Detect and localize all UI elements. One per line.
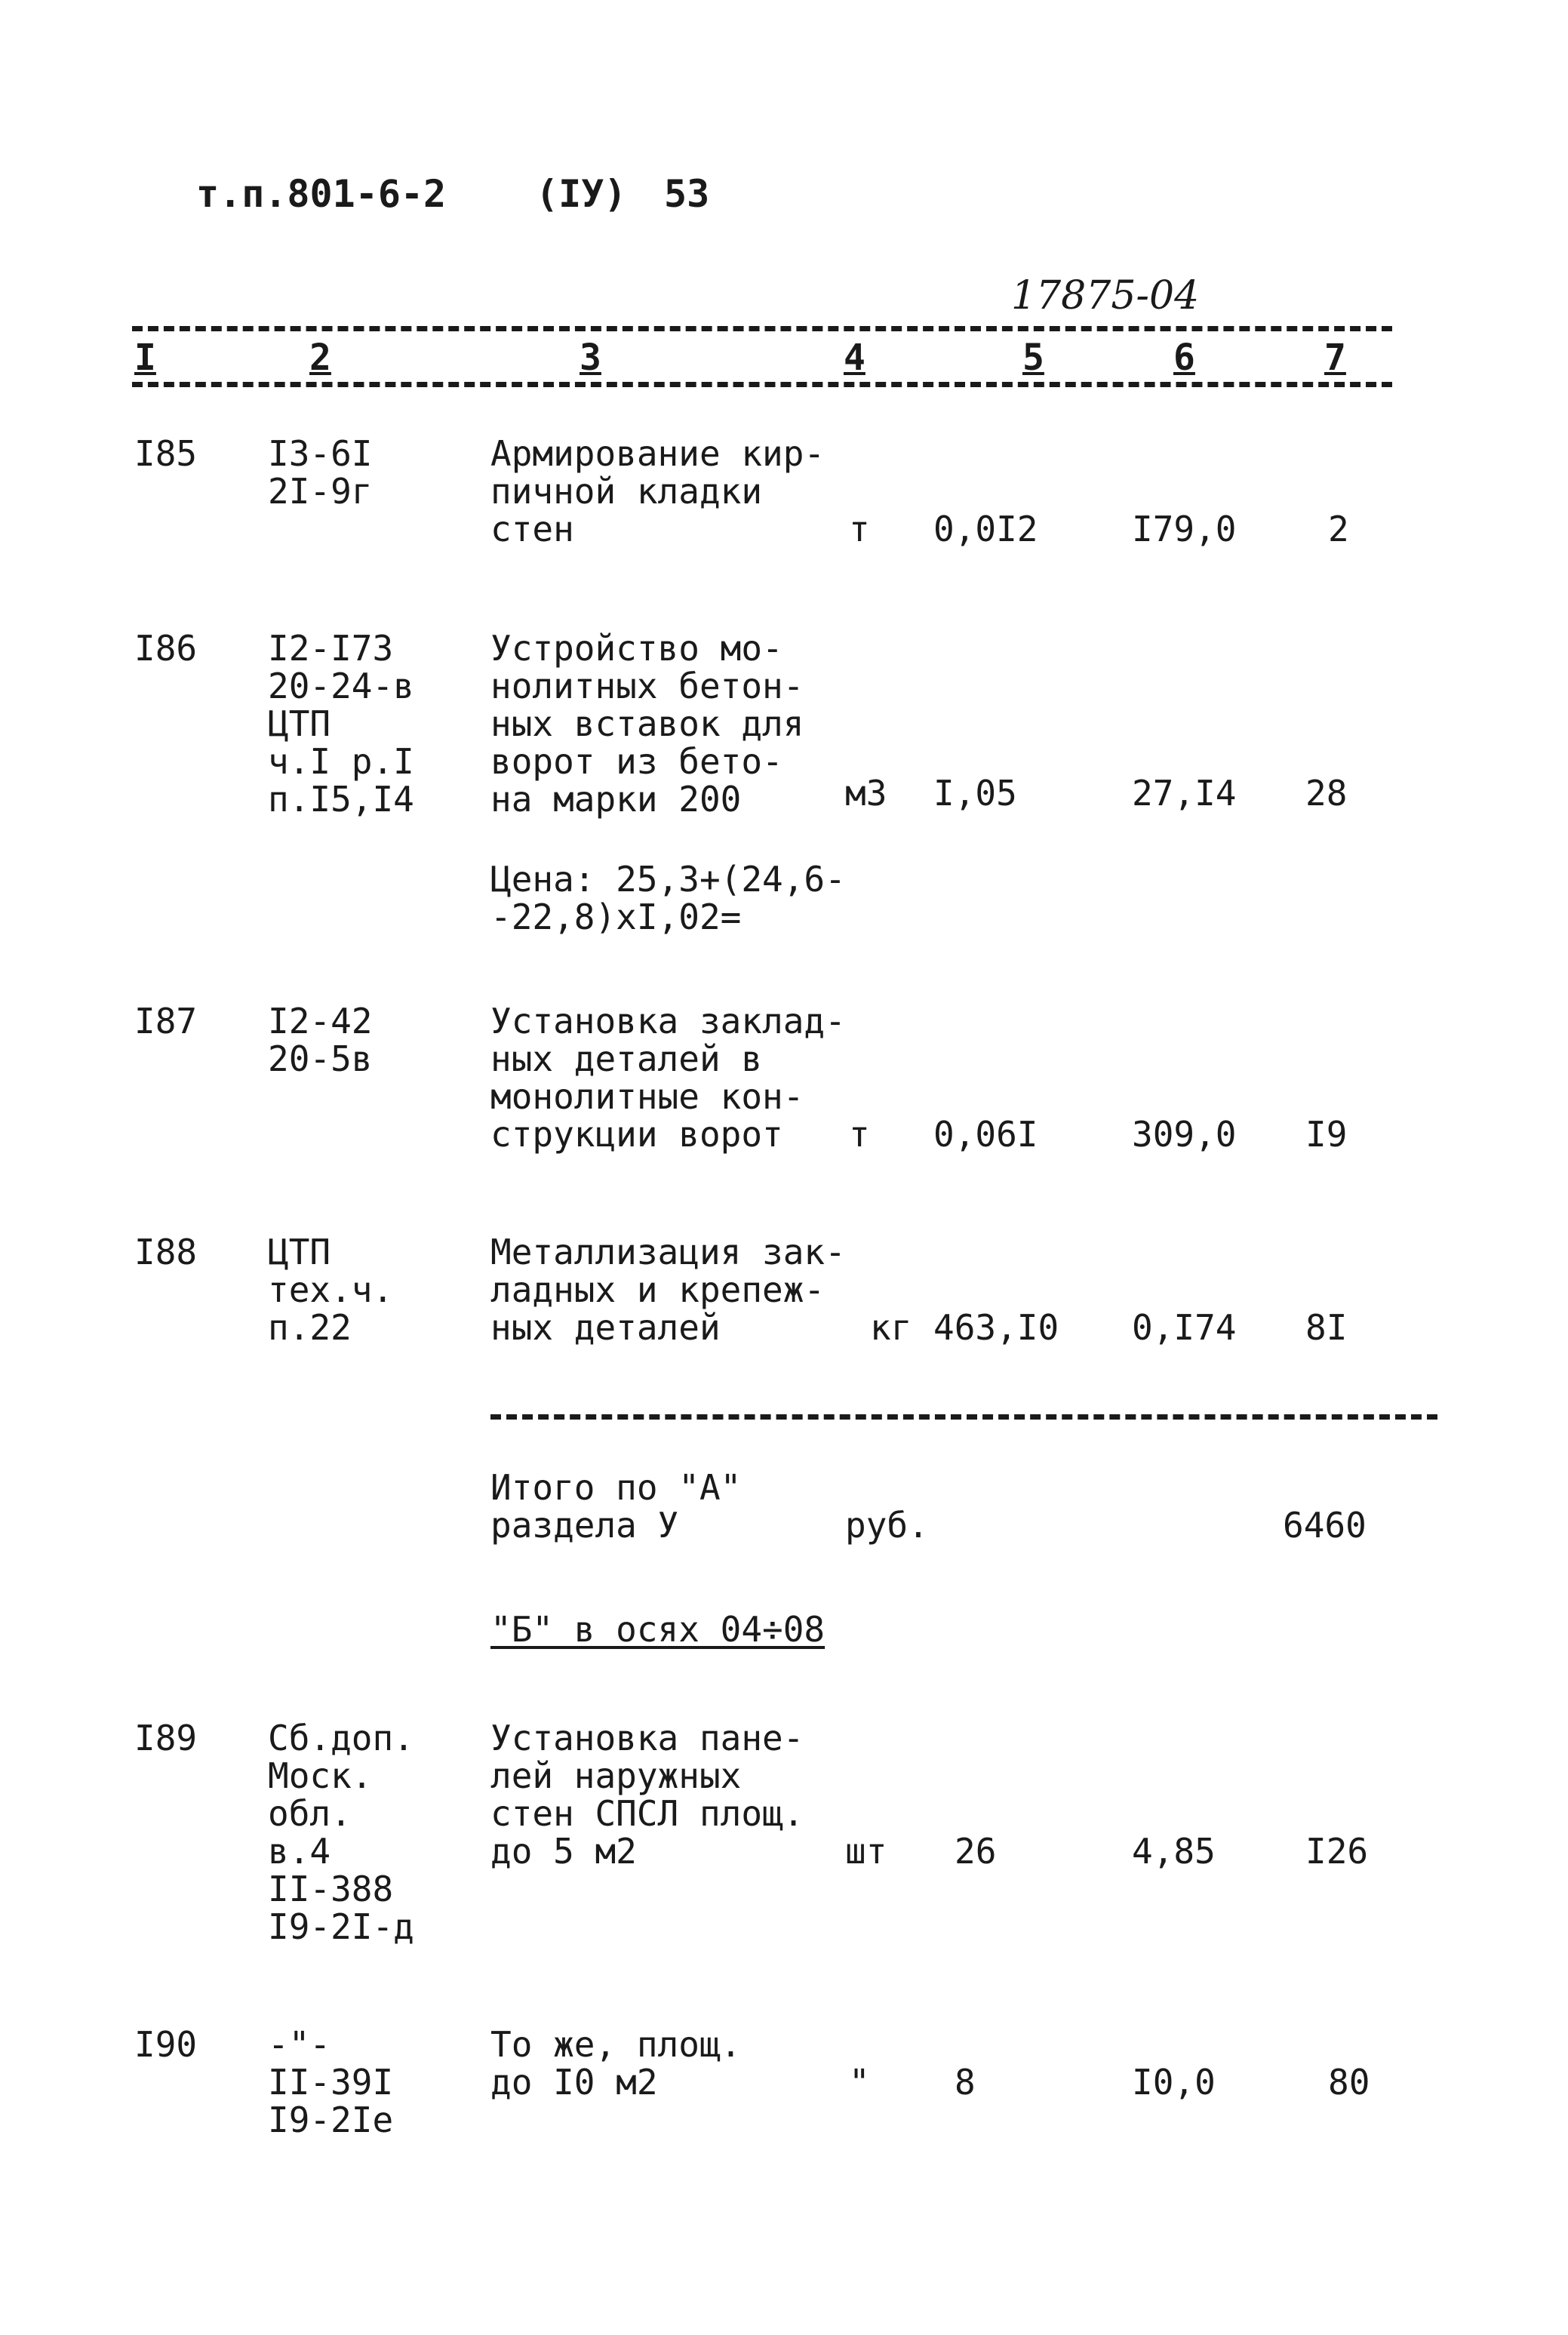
column-number-7: 7 [1324, 337, 1346, 379]
row-description: То же, площ. до I0 м2 [490, 2024, 742, 2103]
section-number: (IУ) [536, 172, 627, 216]
row-unit: кг [870, 1307, 912, 1348]
row-description: Армирование кир- пичной кладки стен [490, 433, 826, 549]
row-quantity: I,05 [933, 773, 1017, 814]
column-number-4: 4 [844, 337, 865, 379]
row-reference: ЦТП тех.ч. п.22 [268, 1232, 394, 1348]
row-unit: т [849, 1114, 870, 1155]
page-number: 53 [664, 172, 710, 216]
row-number: I88 [134, 1232, 198, 1272]
subtotal-separator [490, 1414, 1437, 1420]
row-number: I89 [134, 1718, 198, 1758]
column-number-2: 2 [309, 337, 331, 379]
row-price: 309,0 [1132, 1114, 1237, 1155]
row-reference: I3-6I 2I-9г [268, 433, 373, 512]
row-description: Установка заклад- ных деталей в монолитные кон- струкции ворот [490, 1001, 846, 1155]
row-total: 2 [1328, 509, 1349, 549]
row-quantity: 0,06I [933, 1114, 1038, 1155]
row-reference: I2-42 20-5в [268, 1001, 373, 1079]
row-description: Устройство мо- нолитных бетон- ных вставок для ворот из бето- на марки 200 [490, 628, 804, 820]
subsection-title: "Б" в осях 04÷08 [490, 1609, 826, 1650]
row-quantity: 26 [955, 1831, 997, 1872]
column-number-6: 6 [1173, 337, 1195, 379]
row-total: 28 [1305, 773, 1348, 814]
subtotal-total: 6460 [1283, 1505, 1367, 1546]
row-quantity: 8 [955, 2062, 976, 2103]
row-number: I90 [134, 2024, 198, 2065]
row-unit: м3 [845, 773, 887, 814]
row-price: I79,0 [1132, 509, 1237, 549]
row-description: Металлизация зак- ладных и крепеж- ных деталей [490, 1232, 846, 1348]
row-total: I26 [1305, 1831, 1369, 1872]
row-reference: Сб.доп. Моск. обл. в.4 II-388 I9-2I-д [268, 1718, 414, 1947]
header-top-rule [132, 326, 1392, 331]
price-formula-note: Цена: 25,3+(24,6- -22,8)xI,02= [490, 859, 846, 937]
row-unit: " [849, 2062, 870, 2103]
row-unit: т [849, 509, 870, 549]
subtotal-label: Итого по "А" раздела У [490, 1467, 742, 1546]
row-reference: -"- II-39I I9-2Iе [268, 2024, 394, 2140]
row-quantity: 463,I0 [933, 1307, 1059, 1348]
header-bottom-rule [132, 382, 1392, 387]
row-price: 0,I74 [1132, 1307, 1237, 1348]
document-code: т.п.801-6-2 [196, 172, 447, 216]
subtotal-unit: руб. [845, 1505, 929, 1546]
column-number-5: 5 [1022, 337, 1044, 379]
handwritten-number: 17875-04 [1011, 273, 1200, 318]
row-description: Установка пане- лей наружных стен СПСЛ площ. до 5 м2 [490, 1718, 804, 1872]
row-unit: шт [845, 1831, 887, 1872]
row-number: I85 [134, 433, 198, 474]
row-total: I9 [1305, 1114, 1348, 1155]
row-number: I87 [134, 1001, 198, 1041]
row-price: 27,I4 [1132, 773, 1237, 814]
row-price: I0,0 [1132, 2062, 1216, 2103]
row-total: 80 [1328, 2062, 1370, 2103]
column-number-1: I [134, 337, 156, 379]
row-reference: I2-I73 20-24-в ЦТП ч.I р.I п.I5,I4 [268, 628, 414, 820]
row-quantity: 0,0I2 [933, 509, 1038, 549]
row-total: 8I [1305, 1307, 1348, 1348]
row-price: 4,85 [1132, 1831, 1216, 1872]
row-number: I86 [134, 628, 198, 669]
column-number-3: 3 [580, 337, 601, 379]
